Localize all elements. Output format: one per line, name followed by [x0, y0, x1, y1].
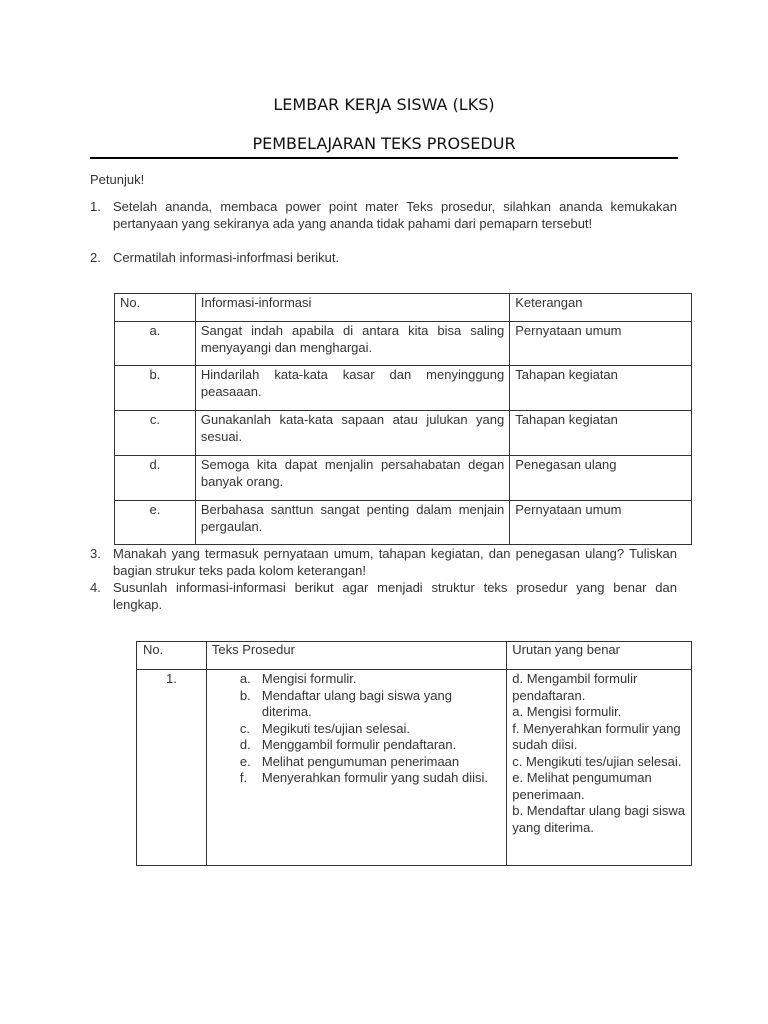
row-information: Semoga kita dapat menjalin persahabatan degan banyak orang. [195, 456, 509, 501]
instructions-label: Petunjuk! [90, 172, 145, 187]
row-number: d. [115, 456, 196, 501]
step-letter: a. [239, 671, 251, 686]
answer-line: d. Mengambil formulir pendaftaran. [512, 671, 638, 703]
row-keterangan: Penegasan ulang [510, 456, 692, 501]
step-letter: b. [239, 687, 251, 703]
answer-line: f. Menyerahkan formulir yang sudah diisi. [512, 720, 681, 752]
answer-line: e. Melihat pengumuman penerimaan. [512, 770, 652, 802]
instruction-number: 2. [90, 250, 101, 265]
instruction-text: Setelah ananda, membaca power point mater Teks prosedur, silahkan ananda kemukakan pertanyaan yang sekiranya ada yang ananda tidak pahami dari pemaparn tersebut! [113, 199, 677, 231]
title-divider [90, 157, 678, 159]
correct-order-cell [507, 670, 692, 866]
table-row [115, 322, 692, 366]
step-letter: f. [239, 770, 248, 785]
procedure-steps-cell [206, 670, 506, 866]
step-text: Melihat pengumuman penerimaan [261, 753, 460, 769]
table-row [115, 456, 692, 501]
step-text: Mengisi formulir. [261, 671, 357, 686]
step-text: Mendaftar ulang bagi siswa yang diterima. [261, 687, 452, 719]
list-item [239, 687, 501, 721]
list-item [239, 770, 501, 787]
column-header: Urutan yang benar [507, 642, 692, 670]
instruction-number: 1. [90, 199, 101, 214]
step-text: Menggambil formulir pendaftaran. [261, 737, 457, 752]
row-keterangan: Tahapan kegiatan [510, 366, 692, 411]
instruction-text: Susunlah informasi-informasi berikut agar menjadi struktur teks prosedur yang benar dan lengkap. [113, 580, 677, 612]
row-information: Hindarilah kata-kata kasar dan menyinggung peasaaan. [195, 366, 509, 411]
list-item [239, 737, 501, 754]
step-letter: d. [239, 737, 251, 752]
step-letter: e. [239, 753, 251, 769]
row-keterangan: Pernyataan umum [510, 322, 692, 366]
row-information: Berbahasa santtun sangat penting dalam menjain pergaulan. [195, 501, 509, 545]
row-number: c. [115, 411, 196, 456]
row-information: Gunakanlah kata-kata sapaan atau julukan yang sesuai. [195, 411, 509, 456]
answer-line: c. Mengikuti tes/ujian selesai. [512, 753, 682, 769]
column-header: No. [137, 642, 207, 670]
instruction-number: 3. [90, 546, 101, 561]
table-row [115, 411, 692, 456]
page-title: LEMBAR KERJA SISWA (LKS) [273, 95, 495, 114]
answer-line: a. Mengisi formulir. [512, 704, 622, 719]
column-header: Teks Prosedur [206, 642, 506, 670]
table-row [137, 670, 692, 866]
table-row [115, 501, 692, 545]
answer-line: b. Mendaftar ulang bagi siswa yang diterima. [512, 803, 686, 835]
list-item [239, 671, 501, 688]
column-header: Informasi-informasi [195, 294, 509, 322]
row-number: 1. [137, 670, 207, 866]
step-text: Megikuti tes/ujian selesai. [261, 720, 410, 736]
column-header: No. [115, 294, 196, 322]
column-header: Keterangan [510, 294, 692, 322]
table-row [115, 366, 692, 411]
row-number: a. [115, 322, 196, 366]
table-header-row [115, 294, 692, 322]
step-letter: c. [239, 720, 250, 736]
instruction-text: Cermatilah informasi-inforfmasi berikut. [113, 250, 340, 265]
row-keterangan: Tahapan kegiatan [510, 411, 692, 456]
instruction-text: Manakah yang termasuk pernyataan umum, tahapan kegiatan, dan penegasan ulang? Tuliskan bagian strukur teks pada kolom keterangan! [113, 546, 677, 578]
row-number: e. [115, 501, 196, 545]
row-number: b. [115, 366, 196, 411]
information-table [114, 293, 692, 545]
list-item [239, 720, 501, 738]
step-text: Menyerahkan formulir yang sudah diisi. [261, 770, 489, 785]
table-header-row [137, 642, 692, 670]
page-subtitle: PEMBELAJARAN TEKS PROSEDUR [252, 134, 516, 153]
row-keterangan: Pernyataan umum [510, 501, 692, 545]
procedure-steps-list [212, 671, 501, 787]
list-item [239, 753, 501, 771]
instruction-number: 4. [90, 580, 101, 595]
procedure-table [136, 641, 692, 866]
row-information: Sangat indah apabila di antara kita bisa saling menyayangi dan menghargai. [195, 322, 509, 366]
